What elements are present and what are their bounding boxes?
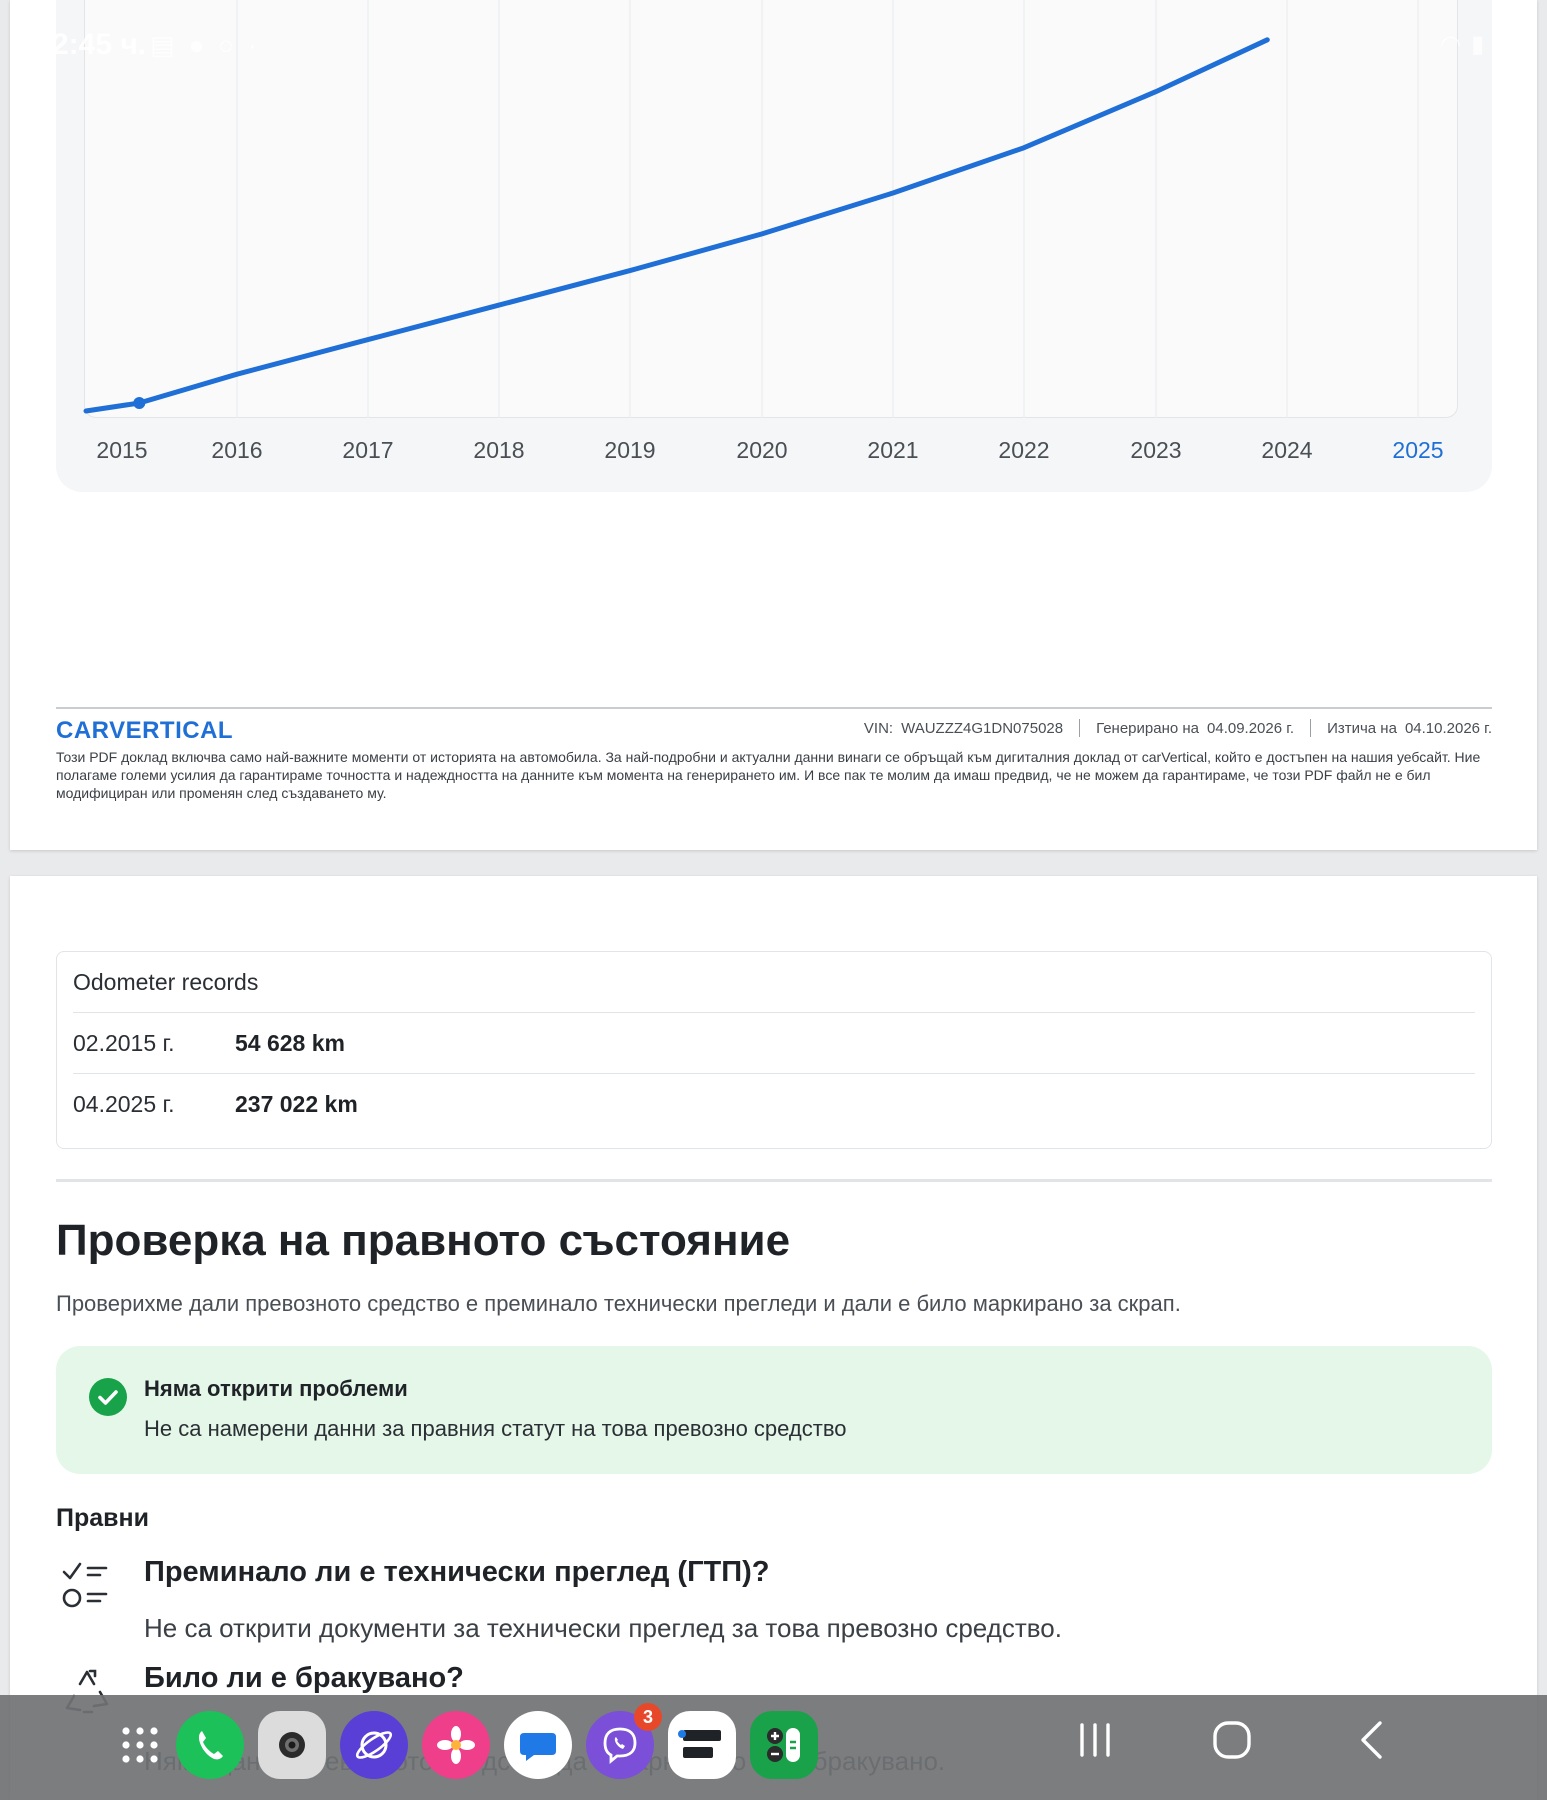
mileage-chart (56, 0, 1492, 492)
battery-icon: ▭ (1494, 31, 1517, 58)
generated-date: 04.09.2026 г. (1207, 719, 1295, 737)
camera-icon[interactable] (258, 1711, 326, 1779)
status-description: Не са намерени данни за правния статут на това превозно средство (144, 1416, 847, 1441)
mileage-series-line (86, 40, 1267, 411)
scrapped-question: Било ли е бракувано? (144, 1662, 464, 1694)
check-circle-icon (89, 1378, 127, 1416)
expires-label: Изтича на (1327, 719, 1397, 737)
app-drawer-icon[interactable] (118, 1723, 162, 1767)
messages-icon[interactable] (504, 1711, 572, 1779)
checklist-icon (62, 1560, 110, 1617)
phone-icon[interactable] (176, 1711, 244, 1779)
section-subtitle: Проверихме дали превозното средство е преминало технически прегледи и дали е било маркирано за скрап. (56, 1291, 1181, 1316)
back-button[interactable] (1352, 1717, 1392, 1768)
vin-label: VIN: (863, 719, 894, 737)
meta-separator (1079, 719, 1080, 737)
wifi-icon: ◠ (1440, 31, 1462, 58)
x-tick-label: 2024 (1261, 437, 1313, 463)
inspection-answer: Не са открити документи за технически преглед за това превозно средство. (144, 1613, 1062, 1643)
vin-value: WAUZZZ4G1DN075028 (901, 719, 1064, 737)
section-divider (56, 1179, 1492, 1182)
facebook-icon: ● (188, 30, 205, 60)
x-tick-label: 2016 (211, 437, 263, 463)
data-point (133, 397, 145, 409)
odometer-title: Odometer records (73, 969, 259, 995)
record-date: 04.2025 г. (73, 1091, 175, 1117)
disclaimer-text: Този PDF доклад включва само най-важните моменти от историята на автомобила. За най-подробни и актуални данни винаги се обръщай към дигиталния доклад от carVertical, който е достъпен на нашия уебсайт. Ние полагаме големи усилия да гарантираме точността и надеждността на данните към момента на генерирането им. И все пак те молим да имаш предвид, че не можем да гарантираме, че този PDF файл не е бил модифициран или променян след създаването му. (56, 749, 1481, 801)
table-row (73, 1012, 1475, 1073)
record-mileage: 237 022 km (235, 1091, 358, 1117)
x-tick-label: 2021 (867, 437, 919, 463)
browser-icon[interactable] (340, 1711, 408, 1779)
record-date: 02.2015 г. (73, 1030, 175, 1056)
pdf-page-1 (10, 0, 1537, 850)
dot-icon: · (248, 30, 257, 60)
odometer-records-table (56, 951, 1492, 1149)
calculator-icon[interactable] (750, 1711, 818, 1779)
group-label: Правни (56, 1504, 149, 1532)
navigation-bar (0, 1695, 1547, 1800)
status-time: 2:45 ч. (52, 28, 147, 61)
gallery-icon[interactable] (422, 1711, 490, 1779)
x-tick-label: 2022 (998, 437, 1050, 463)
mobile-bg-icon[interactable] (668, 1711, 736, 1779)
inspection-question: Преминало ли е технически преглед (ГТП)? (144, 1556, 770, 1588)
recents-button[interactable] (1075, 1717, 1115, 1768)
signal-icon: ▮ (1471, 31, 1485, 58)
viber-status-icon: ○ (218, 30, 235, 60)
viber-icon[interactable] (586, 1706, 654, 1779)
record-mileage: 54 628 km (235, 1030, 345, 1056)
notification-badge: 3 (634, 1703, 662, 1731)
mileage-chart-card (56, 0, 1492, 492)
no-issues-banner (56, 1346, 1492, 1474)
report-meta (864, 719, 1492, 737)
footer-divider (56, 707, 1492, 709)
home-button[interactable] (1210, 1717, 1254, 1768)
app-dock (118, 1706, 818, 1779)
x-tick-label: 2023 (1130, 437, 1182, 463)
generated-label: Генерирано на (1096, 719, 1200, 737)
expires-date: 04.10.2026 г. (1404, 719, 1492, 737)
x-tick-label: 2018 (473, 437, 525, 463)
meta-separator (1310, 719, 1311, 737)
status-title: Няма открити проблеми (144, 1376, 408, 1401)
pdf-page-2 (10, 876, 1537, 1800)
section-title: Проверка на правното състояние (56, 1216, 791, 1265)
table-row (73, 1073, 1475, 1134)
x-tick-label: 2015 (96, 437, 148, 463)
carvertical-logo: CARVERTICAL (56, 717, 234, 744)
notification-icon: ▤ (150, 30, 175, 60)
x-tick-label: 2019 (604, 437, 656, 463)
x-tick-label: 2017 (342, 437, 394, 463)
x-tick-label: 2025 (1392, 437, 1444, 463)
x-tick-label: 2020 (736, 437, 788, 463)
